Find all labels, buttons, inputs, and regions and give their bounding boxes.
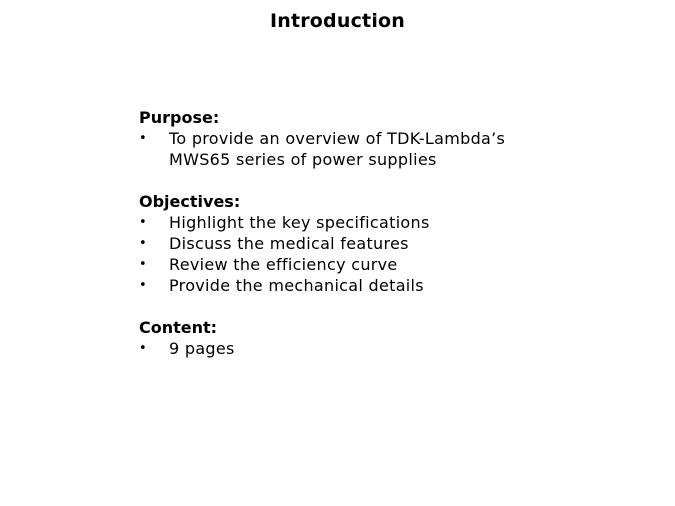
bullet-icon: • [139,215,147,230]
section-heading: Purpose: [139,108,220,127]
bullet-icon: • [139,131,147,146]
list-item: • Review the efficiency curve [139,255,398,274]
bullet-icon: • [139,257,147,272]
list-item: • Provide the mechanical details [139,276,424,295]
bullet-icon: • [139,341,147,356]
section-heading: Objectives: [139,192,241,211]
list-item: • To provide an overview of TDK-Lambda’s MWS65 series of power supplies [139,129,506,169]
slide-title: Introduction [269,10,406,32]
slide-body [139,107,579,359]
list-item: • Discuss the medical features [139,234,409,253]
list-item: • 9 pages [139,339,235,358]
section-objectives [139,191,579,296]
list-item: • Highlight the key specifications [139,213,430,232]
section-content [139,317,579,359]
bullet-icon: • [139,278,147,293]
bullet-icon: • [139,236,147,251]
section-purpose [139,107,579,170]
section-heading: Content: [139,318,218,337]
